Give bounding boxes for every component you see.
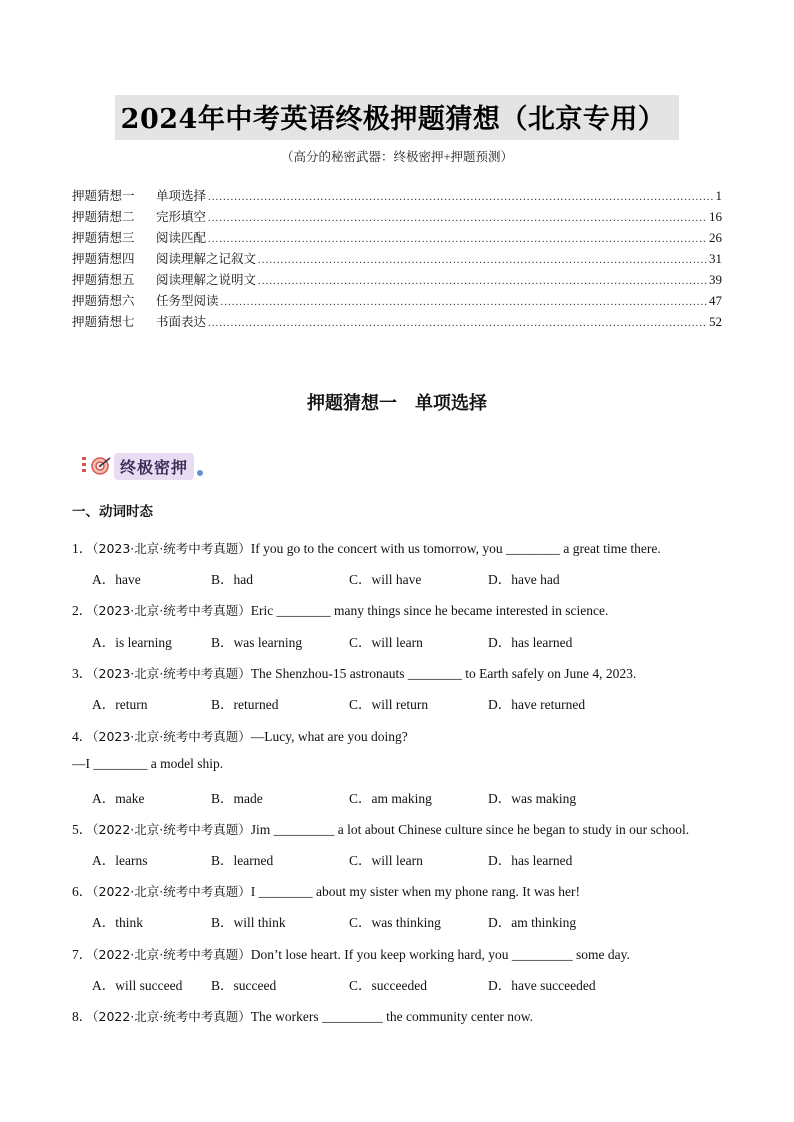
question-stem (72, 943, 630, 963)
question-number: 5． (72, 822, 93, 837)
toc-topic: 完形填空 (156, 209, 207, 224)
toc-topic: 阅读理解之记叙文 (156, 251, 257, 266)
section-heading: 押题猜想一 单项选择 (307, 393, 487, 414)
toc-page-number: 26 (709, 230, 722, 245)
question-text: The Shenzhou-15 astronauts ________ to Earth safely on June 4, 2023. (250, 666, 637, 681)
toc-page-number: 47 (709, 293, 722, 308)
option-b[interactable]: B．was learning (211, 635, 303, 650)
question-stem (72, 537, 661, 557)
option-d[interactable]: D．have succeeded (488, 978, 596, 993)
option-a[interactable]: A．make (92, 791, 145, 806)
question-text: Don’t lose heart. If you keep working hard, you _________ some day. (250, 947, 630, 962)
toc-label: 押题猜想三 (72, 230, 135, 245)
question-source: （2022·北京·统考中考真题） (92, 822, 251, 837)
toc-label: 押题猜想五 (72, 272, 135, 287)
toc-row[interactable] (72, 228, 722, 249)
option-b[interactable]: B．learned (211, 853, 274, 868)
option-d[interactable]: D．has learned (488, 853, 573, 868)
question-number: 1． (72, 541, 93, 556)
toc-page-number: 1 (715, 188, 722, 203)
toc-row[interactable] (72, 249, 722, 270)
option-b[interactable]: B．made (211, 791, 263, 806)
question-stem (72, 1005, 533, 1025)
document-subtitle: （高分的秘密武器：终极密押+押题预测） (280, 150, 514, 164)
toc-page-number: 16 (709, 209, 722, 224)
toc-leader (258, 275, 707, 287)
question-number: 4． (72, 729, 93, 744)
question-source: （2023·北京·统考中考真题） (92, 603, 251, 618)
question-stem (72, 818, 689, 838)
question-stem (72, 599, 608, 619)
section-banner (80, 452, 203, 480)
option-c[interactable]: C．will learn (349, 853, 423, 868)
question-stem (72, 725, 408, 745)
option-a[interactable]: A．have (92, 572, 141, 587)
question-number: 6． (72, 884, 93, 899)
bullet-dot-icon (197, 470, 203, 476)
option-b[interactable]: B．had (211, 572, 253, 587)
toc-leader (258, 254, 707, 266)
toc-page-number: 31 (709, 251, 722, 266)
option-c[interactable]: C．will learn (349, 635, 423, 650)
option-c[interactable]: C．was thinking (349, 915, 441, 930)
toc-topic: 阅读理解之说明文 (156, 272, 257, 287)
option-b[interactable]: B．succeed (211, 978, 277, 993)
option-d[interactable]: D．has learned (488, 635, 573, 650)
option-b[interactable]: B．returned (211, 697, 279, 712)
toc-topic: 单项选择 (156, 188, 207, 203)
toc-leader (208, 233, 707, 245)
question-stem (72, 662, 636, 682)
toc-topic: 任务型阅读 (156, 293, 219, 308)
question-text: I ________ about my sister when my phone rang. It was her! (250, 884, 580, 899)
question-source: （2023·北京·统考中考真题） (92, 541, 251, 556)
question-number: 3． (72, 666, 93, 681)
question-source: （2023·北京·统考中考真题） (92, 729, 251, 744)
option-c[interactable]: C．will return (349, 697, 429, 712)
option-a[interactable]: A．learns (92, 853, 148, 868)
option-c[interactable]: C．succeeded (349, 978, 427, 993)
option-a[interactable]: A．will succeed (92, 978, 183, 993)
option-a[interactable]: A．think (92, 915, 144, 930)
toc-label: 押题猜想七 (72, 314, 135, 329)
toc-leader (208, 317, 707, 329)
option-c[interactable]: C．will have (349, 572, 422, 587)
target-icon (80, 453, 114, 479)
option-a[interactable]: A．is learning (92, 635, 172, 650)
question-text: If you go to the concert with us tomorrow, you ________ a great time there. (250, 541, 661, 556)
question-stem (72, 880, 580, 900)
option-c[interactable]: C．am making (349, 791, 432, 806)
document-title: 2024年中考英语终极押题猜想（北京专用） (115, 95, 680, 140)
question-number: 8． (72, 1009, 93, 1024)
question-source: （2022·北京·统考中考真题） (92, 1009, 251, 1024)
option-d[interactable]: D．was making (488, 791, 577, 806)
toc-row[interactable] (72, 291, 722, 312)
toc-row[interactable] (72, 207, 722, 228)
option-d[interactable]: D．am thinking (488, 915, 577, 930)
toc-row[interactable] (72, 186, 722, 207)
option-d[interactable]: D．have had (488, 572, 560, 587)
question-source: （2023·北京·统考中考真题） (92, 666, 251, 681)
option-d[interactable]: D．have returned (488, 697, 586, 712)
toc-leader (208, 212, 707, 224)
toc-row[interactable] (72, 270, 722, 291)
toc-leader (221, 296, 707, 308)
question-text: —Lucy, what are you doing? (250, 729, 408, 744)
question-text: Jim _________ a lot about Chinese culture since he began to study in our school. (250, 822, 690, 837)
question-number: 2． (72, 603, 93, 618)
title-wrap (0, 95, 794, 140)
question-text: Eric ________ many things since he became interested in science. (250, 603, 609, 618)
option-b[interactable]: B．will think (211, 915, 286, 930)
question-text: The workers _________ the community center now. (250, 1009, 533, 1024)
question-source: （2022·北京·统考中考真题） (92, 884, 251, 899)
banner-label: 终极密押 (114, 453, 194, 480)
toc-label: 押题猜想六 (72, 293, 135, 308)
toc-label: 押题猜想一 (72, 188, 135, 203)
question-number: 7． (72, 947, 93, 962)
question-reply: —I ________ a model ship. (72, 756, 224, 771)
toc-row[interactable] (72, 312, 722, 333)
toc-label: 押题猜想四 (72, 251, 135, 266)
question-source: （2022·北京·统考中考真题） (92, 947, 251, 962)
table-of-contents (72, 186, 722, 333)
toc-topic: 阅读匹配 (156, 230, 207, 245)
toc-topic: 书面表达 (156, 314, 207, 329)
toc-label: 押题猜想二 (72, 209, 135, 224)
toc-leader (208, 191, 713, 203)
toc-page-number: 52 (709, 314, 722, 329)
toc-page-number: 39 (709, 272, 722, 287)
option-a[interactable]: A．return (92, 697, 148, 712)
subsection-heading: 一、动词时态 (72, 504, 153, 520)
